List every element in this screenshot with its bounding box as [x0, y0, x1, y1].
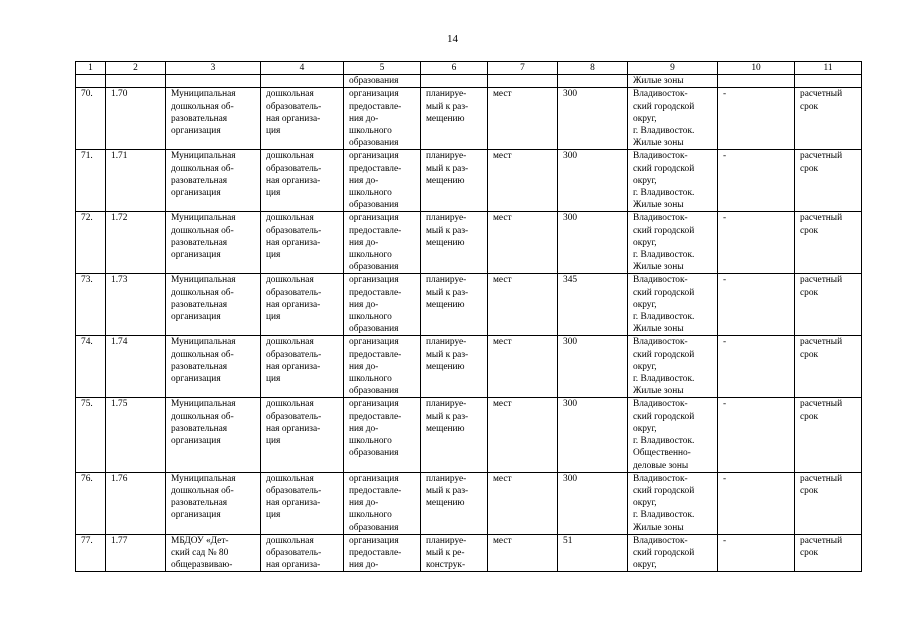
table-cell-col-8: 300 [558, 212, 628, 274]
table-cell-col-1: 72. [76, 212, 106, 274]
table-cell-col-7 [488, 75, 558, 88]
table-cell-col-5: организация предоставле- ния до- школьного образования [344, 274, 421, 336]
table-row [76, 336, 862, 398]
table-cell-col-3: Муниципальная дошкольная об- разовательная организация [166, 336, 261, 398]
table-cell-col-2: 1.76 [106, 472, 166, 534]
table-cell-col-8: 51 [558, 534, 628, 572]
table-cell-col-6: планируе- мый к раз- мещению [421, 274, 488, 336]
table-cell-col-1: 73. [76, 274, 106, 336]
table-cell-col-1: 75. [76, 398, 106, 472]
table-cell-col-5: организация предоставле- ния до- [344, 534, 421, 572]
table-cell-col-8: 300 [558, 472, 628, 534]
table-cell-col-9: Владивосток- ский городской округ, г. Владивосток. Жилые зоны [628, 274, 718, 336]
table-row [76, 534, 862, 572]
table-cell-col-11: 11 [795, 62, 862, 75]
table-cell-col-2: 1.77 [106, 534, 166, 572]
table-cell-col-1: 71. [76, 150, 106, 212]
table-cell-col-3: Муниципальная дошкольная об- разовательная организация [166, 398, 261, 472]
table-cell-col-7: мест [488, 472, 558, 534]
table-cell-col-2 [106, 75, 166, 88]
table-cell-col-5: организация предоставле- ния до- школьного образования [344, 212, 421, 274]
table-cell-col-3 [166, 75, 261, 88]
table-cell-col-1 [76, 75, 106, 88]
table-cell-col-4: дошкольная образователь- ная организа- ция [261, 274, 344, 336]
table-cell-col-9: Владивосток- ский городской округ, г. Владивосток. Жилые зоны [628, 88, 718, 150]
table-cell-col-6: планируе- мый к раз- мещению [421, 336, 488, 398]
table-cell-col-11: расчетный срок [795, 274, 862, 336]
table-cell-col-4 [261, 75, 344, 88]
table-cell-col-2: 1.72 [106, 212, 166, 274]
table-cell-col-11 [795, 75, 862, 88]
table-row [76, 274, 862, 336]
table-cell-col-4: дошкольная образователь- ная организа- ция [261, 150, 344, 212]
table-cell-col-5: 5 [344, 62, 421, 75]
table-cell-col-1: 74. [76, 336, 106, 398]
table-cell-col-1: 70. [76, 88, 106, 150]
table-cell-col-11: расчетный срок [795, 150, 862, 212]
table-cell-col-9: Владивосток- ский городской округ, г. Владивосток. Жилые зоны [628, 150, 718, 212]
table-cell-col-10: - [718, 336, 795, 398]
table-row [76, 88, 862, 150]
table-cell-col-6: планируе- мый к ре- конструк- [421, 534, 488, 572]
table-cell-col-9: Жилые зоны [628, 75, 718, 88]
table-cell-col-1: 1 [76, 62, 106, 75]
table-cell-col-3: 3 [166, 62, 261, 75]
table-cell-col-10: - [718, 212, 795, 274]
table-row [76, 398, 862, 472]
table-cell-col-1: 76. [76, 472, 106, 534]
table-cell-col-9: Владивосток- ский городской округ, [628, 534, 718, 572]
table-cell-col-10: - [718, 398, 795, 472]
table-cell-col-4: дошкольная образователь- ная организа- ция [261, 336, 344, 398]
table-cell-col-3: Муниципальная дошкольная об- разовательная организация [166, 274, 261, 336]
table-row [76, 472, 862, 534]
table-cell-col-4: дошкольная образователь- ная организа- ция [261, 472, 344, 534]
table-cell-col-3: Муниципальная дошкольная об- разовательная организация [166, 472, 261, 534]
table-cell-col-11: расчетный срок [795, 534, 862, 572]
table-cell-col-9: Владивосток- ский городской округ, г. Владивосток. Жилые зоны [628, 212, 718, 274]
table-cell-col-7: мест [488, 212, 558, 274]
table-cell-col-5: организация предоставле- ния до- школьного образования [344, 398, 421, 472]
table-cell-col-11: расчетный срок [795, 88, 862, 150]
table-cell-col-7: мест [488, 88, 558, 150]
table-cell-col-5: образования [344, 75, 421, 88]
table-header-row [76, 62, 862, 75]
table-cell-col-5: организация предоставле- ния до- школьного образования [344, 336, 421, 398]
table-cell-col-6: планируе- мый к раз- мещению [421, 472, 488, 534]
table-cell-col-2: 1.75 [106, 398, 166, 472]
page-number: 14 [447, 33, 458, 45]
table-cell-col-5: организация предоставле- ния до- школьного образования [344, 88, 421, 150]
table-cell-col-7: мест [488, 150, 558, 212]
document-table [75, 61, 862, 572]
table-cell-col-9: Владивосток- ский городской округ, г. Владивосток. Жилые зоны [628, 336, 718, 398]
table-row [76, 212, 862, 274]
table-cell-col-6: планируе- мый к раз- мещению [421, 88, 488, 150]
table-cell-col-8: 300 [558, 88, 628, 150]
table-cell-col-10: - [718, 274, 795, 336]
table-cell-col-2: 1.71 [106, 150, 166, 212]
table-cell-col-5: организация предоставле- ния до- школьного образования [344, 472, 421, 534]
table-cell-col-7: 7 [488, 62, 558, 75]
table-cell-col-8: 300 [558, 150, 628, 212]
table-cell-col-6: планируе- мый к раз- мещению [421, 398, 488, 472]
table-cell-col-10: - [718, 534, 795, 572]
table-cell-col-7: мест [488, 398, 558, 472]
table-cell-col-6: планируе- мый к раз- мещению [421, 212, 488, 274]
table-cell-col-3: Муниципальная дошкольная об- разовательная организация [166, 212, 261, 274]
table-cell-col-7: мест [488, 274, 558, 336]
table-cell-col-10 [718, 75, 795, 88]
table-cell-col-10: - [718, 472, 795, 534]
table-cell-col-10: 10 [718, 62, 795, 75]
table-cell-col-4: дошкольная образователь- ная организа- ция [261, 212, 344, 274]
table-cell-col-6: планируе- мый к раз- мещению [421, 150, 488, 212]
table-cell-col-9: Владивосток- ский городской округ, г. Владивосток. Общественно- деловые зоны [628, 398, 718, 472]
table-cell-col-8: 8 [558, 62, 628, 75]
table-cell-col-9: Владивосток- ский городской округ, г. Владивосток. Жилые зоны [628, 472, 718, 534]
table-cell-col-8: 300 [558, 398, 628, 472]
table-cell-col-2: 1.70 [106, 88, 166, 150]
table-cell-col-6 [421, 75, 488, 88]
table-cell-col-11: расчетный срок [795, 212, 862, 274]
table-cell-col-10: - [718, 88, 795, 150]
table-cell-col-1: 77. [76, 534, 106, 572]
table-cell-col-7: мест [488, 534, 558, 572]
table-cell-col-4: дошкольная образователь- ная организа- ция [261, 88, 344, 150]
table-cell-col-10: - [718, 150, 795, 212]
table-cell-col-2: 1.74 [106, 336, 166, 398]
table-cell-col-11: расчетный срок [795, 472, 862, 534]
table-cell-col-9: 9 [628, 62, 718, 75]
table-cell-col-3: Муниципальная дошкольная об- разовательная организация [166, 88, 261, 150]
table-cell-col-3: Муниципальная дошкольная об- разовательная организация [166, 150, 261, 212]
table-cell-col-4: дошкольная образователь- ная организа- ция [261, 398, 344, 472]
table-cell-col-2: 2 [106, 62, 166, 75]
table-cell-col-8 [558, 75, 628, 88]
table-row [76, 150, 862, 212]
table-cell-col-8: 300 [558, 336, 628, 398]
table-cell-col-4: 4 [261, 62, 344, 75]
table-continuation-row [76, 75, 862, 88]
table-cell-col-2: 1.73 [106, 274, 166, 336]
table-cell-col-11: расчетный срок [795, 336, 862, 398]
table-cell-col-11: расчетный срок [795, 398, 862, 472]
table-cell-col-4: дошкольная образователь- ная организа- [261, 534, 344, 572]
table-cell-col-5: организация предоставле- ния до- школьного образования [344, 150, 421, 212]
table-cell-col-8: 345 [558, 274, 628, 336]
table-cell-col-6: 6 [421, 62, 488, 75]
table-cell-col-3: МБДОУ «Дет- ский сад № 80 общеразвиваю- [166, 534, 261, 572]
table-cell-col-7: мест [488, 336, 558, 398]
